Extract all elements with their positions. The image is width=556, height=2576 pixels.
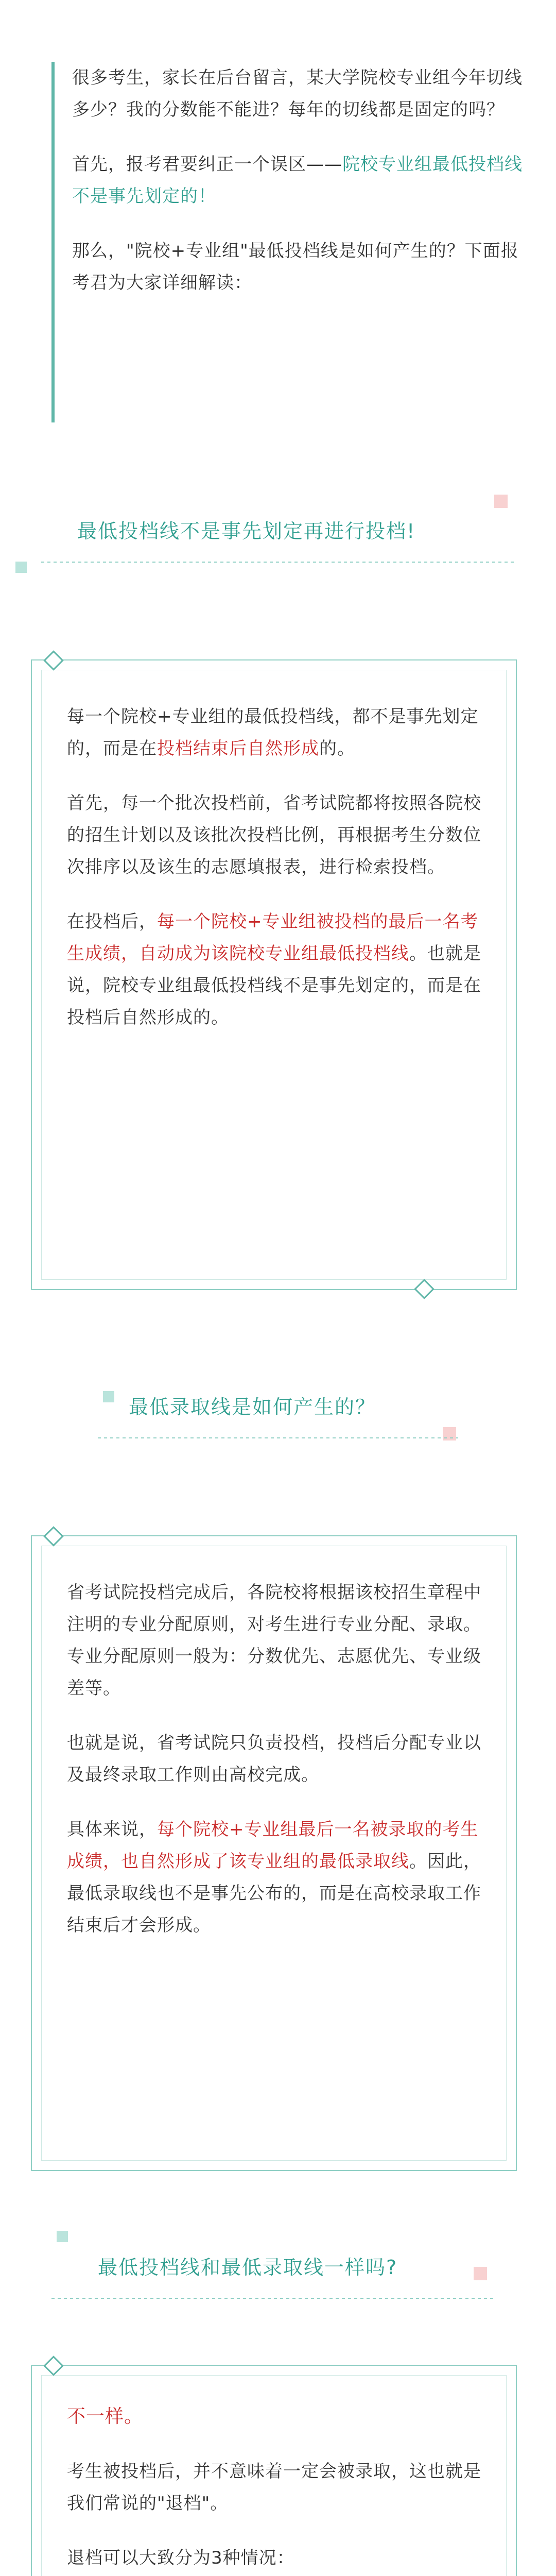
decor-square	[443, 1427, 456, 1440]
decor-square	[103, 1391, 114, 1402]
text-span: 在投档后，	[67, 911, 157, 932]
section-2-paragraph-2: 也就是说，省考试院只负责投档，投档后分配专业以及最终录取工作则由高校完成。	[67, 1733, 481, 1785]
intro-paragraph-2-text: 首先，报考君要纠正一个误区——	[72, 154, 342, 175]
text-span: 。也就是说，院校专业组最低投档线不是事先划定的，而是在投档后自然形成的。	[67, 943, 481, 1028]
section-2-paragraph-1: 省考试院投档完成后，各院校将根据该校招生章程中注明的专业分配原则，对考生进行专业分配、录取。专业分配原则一般为：分数优先、志愿优先、专业级差等。	[67, 1582, 481, 1699]
intro-paragraph-3: 那么，"院校+专业组"最低投档线是如何产生的？下面报考君为大家详细解读：	[72, 241, 519, 293]
section-2-heading: 最低录取线是如何产生的？	[129, 1396, 376, 1418]
section-3-paragraph-1: 考生被投档后，并不意味着一定会被录取，这也就是我们常说的"退档"。	[67, 2461, 481, 2514]
section-1-paragraph-1	[67, 701, 489, 765]
section-1-paragraph-2: 首先，每一个批次投档前，省考试院都将按照各院校的招生计划以及该批次投档比例，再根据考生分数位次排序以及该生的志愿填报表，进行检索投档。	[67, 793, 481, 877]
decor-square	[15, 562, 27, 573]
intro-block	[72, 62, 525, 299]
section-3-divider	[51, 2298, 494, 2299]
decor-square	[474, 2267, 487, 2280]
section-1-body	[67, 701, 489, 1033]
intro-paragraph-2	[72, 148, 525, 212]
section-2-divider	[98, 1437, 458, 1438]
section-2-body	[67, 1577, 489, 1941]
text-highlight: 每个院校+专业组最后一名被录取的考生成绩，也自然形成了该专业组的最低录取线	[67, 1819, 479, 1872]
section-1-paragraph-3	[67, 906, 489, 1033]
text-span: 具体来说，	[67, 1819, 157, 1840]
decor-square	[494, 495, 508, 508]
text-highlight: 每一个院校+专业组被投档的最后一名考生成绩，自动成为该院校专业组最低投档线	[67, 911, 479, 964]
intro-paragraph-1: 很多考生，家长在后台留言，某大学院校专业组今年切线多少？我的分数能不能进？每年的切线都是固定的吗？	[72, 67, 523, 120]
section-3-answer: 不一样。	[67, 2406, 144, 2427]
text-span: 每一个院校+专业组的最低投档线，都不是事先划定的，而是在	[67, 706, 479, 759]
section-1-divider	[41, 562, 515, 563]
text-span: 。因此，最低录取线也不是事先公布的，而是在高校录取工作结束后才会形成。	[67, 1851, 481, 1936]
text-span: 的。	[319, 738, 355, 759]
section-3-body	[67, 2401, 489, 2576]
intro-paragraph-2-highlight: 院校专业组最低投档线不是事先划定的！	[72, 154, 523, 207]
intro-quote-bar	[51, 62, 55, 422]
text-highlight: 投档结束后自然形成	[157, 738, 319, 759]
decor-square	[57, 2231, 68, 2242]
section-1-heading: 最低投档线不是事先划定再进行投档!	[77, 520, 416, 543]
section-3-heading: 最低投档线和最低录取线一样吗?	[98, 2256, 398, 2279]
section-3-paragraph-2: 退档可以大致分为3种情况：	[67, 2548, 295, 2568]
section-2-paragraph-3	[67, 1814, 489, 1941]
